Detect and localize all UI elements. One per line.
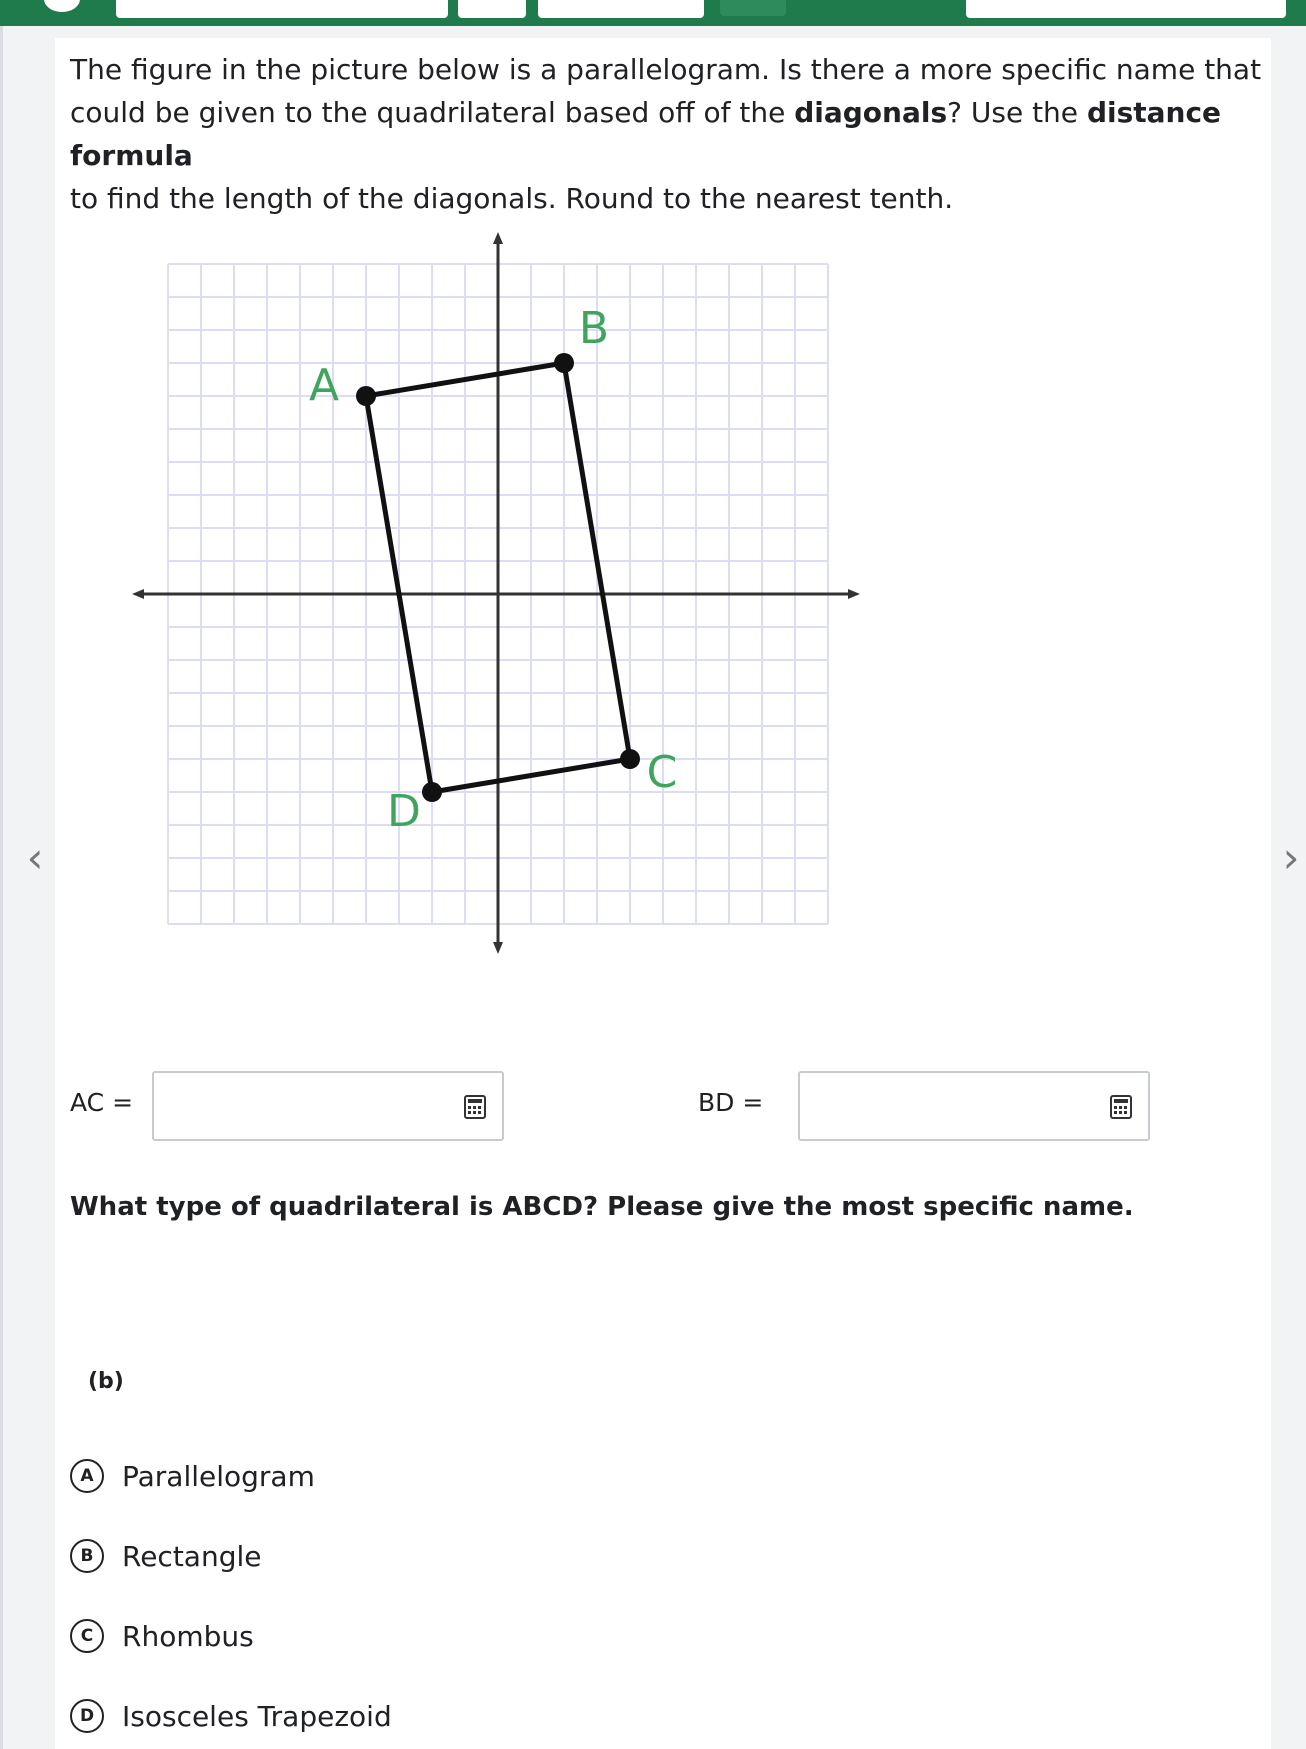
bd-label: BD =	[698, 1088, 764, 1117]
vertex-label-b: B	[578, 303, 610, 354]
coordinate-graph	[130, 232, 870, 972]
y-axis-bottom-arrow	[493, 942, 503, 954]
prompt-bold-diagonals: diagonals	[794, 96, 948, 129]
x-axis-right-arrow	[848, 589, 860, 599]
calculator-icon[interactable]	[464, 1095, 486, 1119]
vertex-point-a	[356, 386, 376, 406]
toolbar-tab-3[interactable]	[538, 0, 704, 18]
ac-label: AC =	[70, 1088, 134, 1117]
option-c[interactable]	[70, 1616, 254, 1656]
option-a[interactable]	[70, 1456, 315, 1496]
vertex-label-c: C	[646, 747, 678, 798]
option-d-text: Isosceles Trapezoid	[122, 1699, 392, 1733]
toolbar-tab-5[interactable]	[966, 0, 1286, 18]
part-b-label: (b)	[88, 1369, 124, 1394]
question-prompt	[70, 48, 1270, 220]
toolbar-tab-4[interactable]	[720, 0, 786, 16]
previous-arrow-icon[interactable]: ‹	[26, 833, 44, 882]
option-b-letter: B	[70, 1539, 104, 1573]
vertex-point-b	[554, 353, 574, 373]
prompt-line-1: The figure in the picture below is a parallelogram. Is there a more specific name that	[70, 53, 1262, 86]
toolbar-circle-button[interactable]	[44, 0, 80, 12]
option-a-text: Parallelogram	[122, 1459, 315, 1493]
option-d-letter: D	[70, 1699, 104, 1733]
option-c-text: Rhombus	[122, 1619, 254, 1653]
x-axis-left-arrow	[132, 589, 144, 599]
left-border	[0, 26, 3, 1749]
prompt-line-3: to find the length of the diagonals. Round to the nearest tenth.	[70, 182, 954, 215]
vertex-label-a: A	[308, 360, 340, 411]
option-c-letter: C	[70, 1619, 104, 1653]
quadrilateral-type-question: What type of quadrilateral is ABCD? Please give the most specific name.	[70, 1192, 1134, 1222]
y-axis-top-arrow	[493, 232, 503, 244]
ac-answer-box[interactable]	[152, 1071, 504, 1141]
toolbar-tab-2[interactable]	[458, 0, 526, 18]
option-a-letter: A	[70, 1459, 104, 1493]
bd-answer-box[interactable]	[798, 1071, 1150, 1141]
vertex-point-d	[422, 782, 442, 802]
option-d[interactable]	[70, 1696, 392, 1736]
prompt-line-2c: ? Use the	[947, 96, 1087, 129]
option-b[interactable]	[70, 1536, 261, 1576]
ac-input[interactable]	[162, 1081, 456, 1133]
toolbar-tab-1[interactable]	[116, 0, 448, 18]
calculator-icon[interactable]	[1110, 1095, 1132, 1119]
bd-input[interactable]	[808, 1081, 1102, 1133]
prompt-line-2a: could be given to the quadrilateral based off of the	[70, 96, 795, 129]
option-b-text: Rectangle	[122, 1539, 262, 1573]
next-arrow-icon[interactable]: ›	[1282, 833, 1300, 882]
top-toolbar	[0, 0, 1306, 26]
prompt-bold-distance-formula: distance formula	[70, 96, 1222, 172]
vertex-point-c	[620, 749, 640, 769]
axes	[132, 232, 860, 954]
vertex-label-d: D	[387, 786, 421, 837]
